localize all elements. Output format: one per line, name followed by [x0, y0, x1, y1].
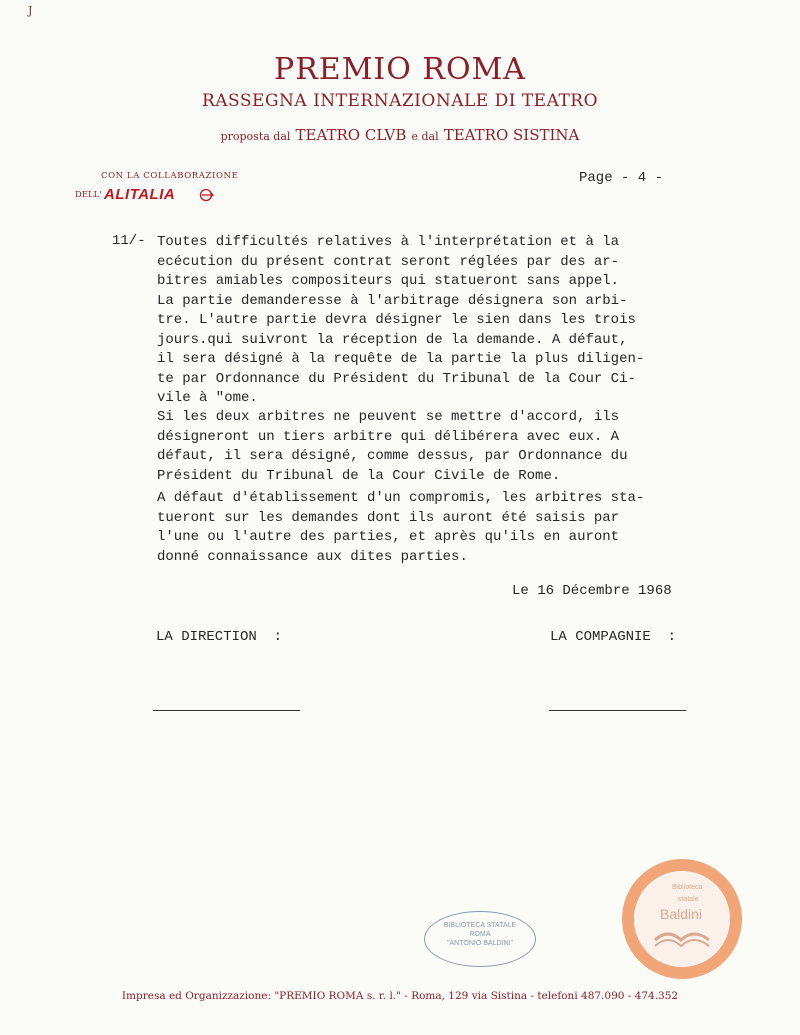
text-line: l'une ou l'autre des parties, et après qu'ils en auront [157, 529, 620, 545]
dell-label: DELL' [75, 190, 102, 200]
organizers-conjunction: e dal [411, 130, 439, 143]
date-line: Le 16 Décembre 1968 [512, 583, 672, 599]
library-stamp [424, 911, 536, 967]
alitalia-logo: ALITALIA [104, 186, 176, 203]
clause-number: 11/- [112, 233, 146, 249]
stamp-line: BIBLIOTECA STATALE [443, 922, 517, 929]
text-line: donné connaissance aux dites parties. [157, 548, 468, 565]
paragraph-compromise [157, 489, 717, 567]
stamp-line: ROMA [469, 931, 491, 938]
text-line: jours.qui suivront la réception de la demande. A défaut, [157, 331, 628, 348]
text-line: tueront sur les demandes dont ils auront été saisis par [157, 509, 620, 526]
page-number: Page - 4 - [579, 170, 664, 186]
text-line: défaut, il sera désigné, comme dessus, par Ordonnance du [157, 448, 628, 464]
signature-label-direction: LA DIRECTION : [156, 629, 283, 645]
text-line: ecécution du présent contrat seront réglées par des ar- [157, 253, 620, 270]
library-logo-line2: statale [678, 896, 699, 903]
text-line: te par Ordonnance du Président du Tribunal de la Cour Ci- [157, 370, 636, 387]
paragraph-third-arbiter [157, 408, 717, 486]
text-line: La partie demanderesse à l'arbitrage désignera son arbi- [157, 292, 628, 309]
text-line: Si les deux arbitres ne peuvent se mettre d'accord, ils [157, 409, 620, 425]
stamp-line: "ANTONIO BALDINI" [447, 940, 513, 947]
organizer-teatro-sistina: TEATRO SISTINA [443, 126, 580, 144]
library-logo-line1: Biblioteca [672, 884, 703, 891]
text-line: Président du Tribunal de la Cour Civile de Rome. [157, 467, 561, 484]
text-line: il sera désigné à la requête de la partie la plus diligen- [157, 351, 645, 367]
footer-address: Impresa ed Organizzazione: "PREMIO ROMA s. r. l." - Roma, 129 via Sistina - telefoni 487.090 - 474.352 [121, 990, 679, 1002]
text-line: Toutes difficultés relatives à l'interprétation et à la [157, 234, 620, 250]
organizers-prefix: proposta dal [220, 130, 291, 143]
text-line: bitres amiables compositeurs qui statueront sans appel. [157, 273, 620, 289]
signature-line-direction [153, 710, 300, 712]
text-line: vile à "ome. [157, 390, 258, 406]
organizer-teatro-club: TEATRO CLVB [295, 126, 407, 144]
paragraph-arbitration [157, 233, 717, 409]
text-line: A défaut d'établissement d'un compromis, les arbitres sta- [157, 490, 645, 506]
letterhead-title: PREMIO ROMA [274, 52, 526, 87]
collaboration-label: CON LA COLLABORAZIONE [101, 171, 239, 181]
signature-line-company [549, 710, 686, 712]
letterhead-subtitle: RASSEGNA INTERNAZIONALE DI TEATRO [201, 91, 599, 111]
corner-mark: J [28, 4, 33, 17]
library-logo-name: Baldini [660, 906, 703, 922]
text-line: tre. L'autre partie devra désigner le sien dans les trois [157, 312, 636, 328]
letterhead-organizers [0, 125, 800, 144]
text-line: désigneront un tiers arbitre qui délibérera avec eux. A [157, 428, 620, 445]
signature-label-company: LA COMPAGNIE : [550, 629, 677, 645]
alitalia-arrow-icon [199, 188, 215, 202]
